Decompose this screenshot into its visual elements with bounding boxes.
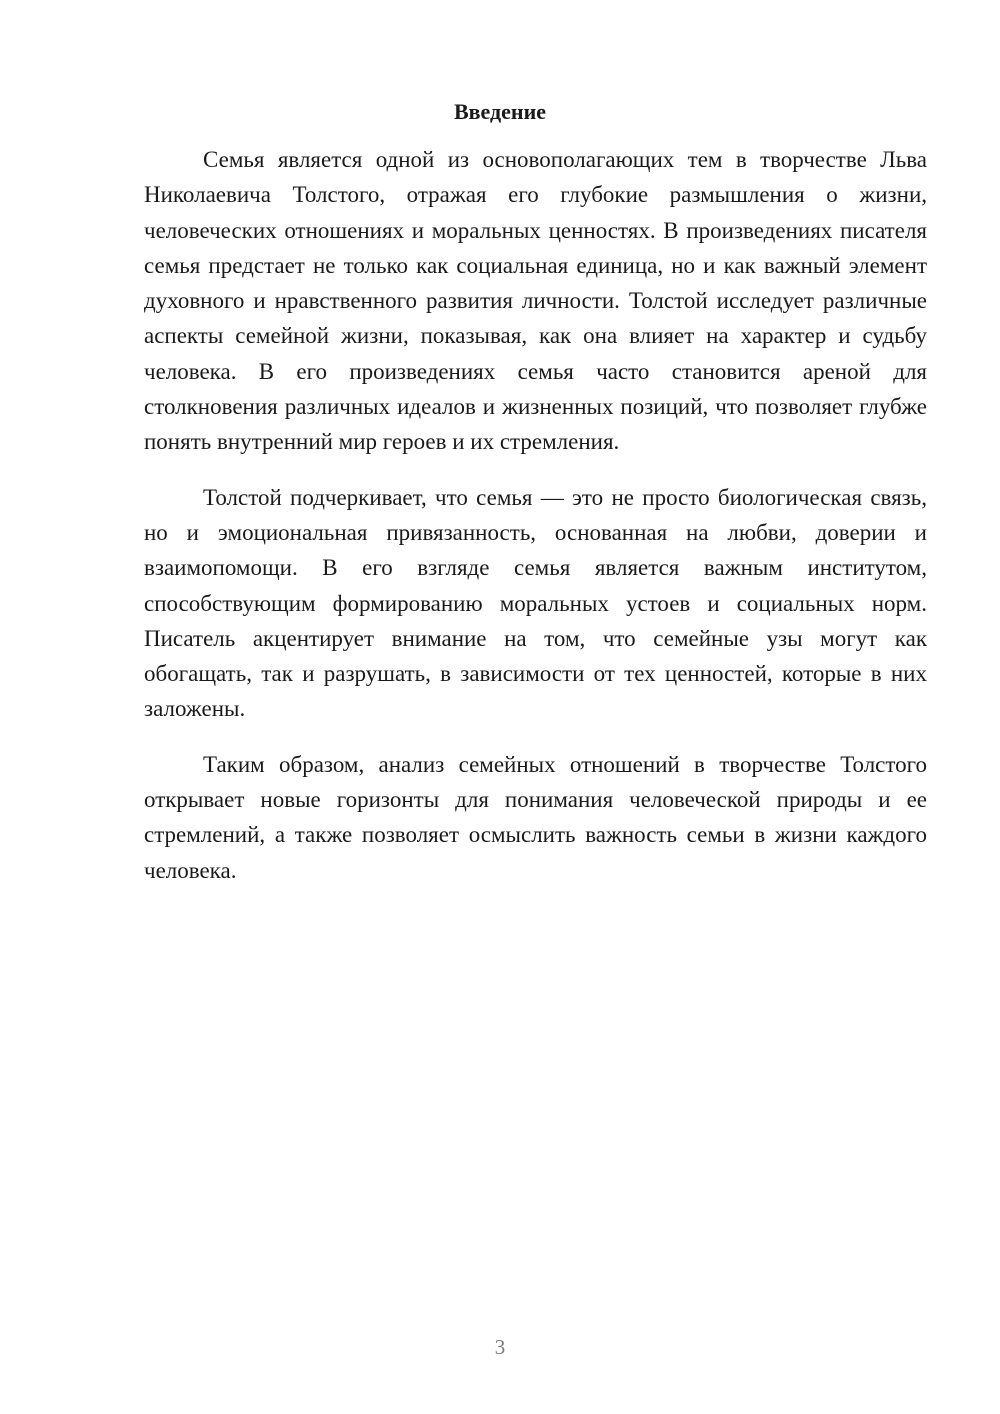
page-number: 3 (494, 1335, 506, 1359)
paragraph-1: Семья является одной из основополагающих тем в творчестве Льва Николаевича Толстого, отражая его глубокие размышления о жизни, человеческих отношениях и моральных ценностях. В произведениях писателя семья предстает не только как социальная единица, но и как важный элемент духовного и нравственного развития личности. Толстой исследует различные аспекты семейной жизни, показывая, как она влияет на характер и судьбу человека. В его произведениях семья часто становится ареной для столкновения различных идеалов и жизненных позиций, что позволяет глубже понять внутренний мир героев и их стремления. (144, 147, 927, 455)
body-text (144, 142, 927, 908)
section-heading: Введение (453, 99, 547, 124)
paragraph-2: Толстой подчеркивает, что семья — это не просто биологическая связь, но и эмоциональная привязанность, основанная на любви, доверии и взаимопомощи. В его взгляде семья является важным институтом, способствующим формированию моральных устоев и социальных норм. Писатель акцентирует внимание на том, что семейные узы могут как обогащать, так и разрушать, в зависимости от тех ценностей, которые в них заложены. (144, 484, 927, 722)
paragraph-3: Таким образом, анализ семейных отношений в творчестве Толстого открывает новые горизонты для понимания человеческой природы и ее стремлений, а также позволяет осмыслить важность семьи в жизни каждого человека. (144, 751, 927, 883)
